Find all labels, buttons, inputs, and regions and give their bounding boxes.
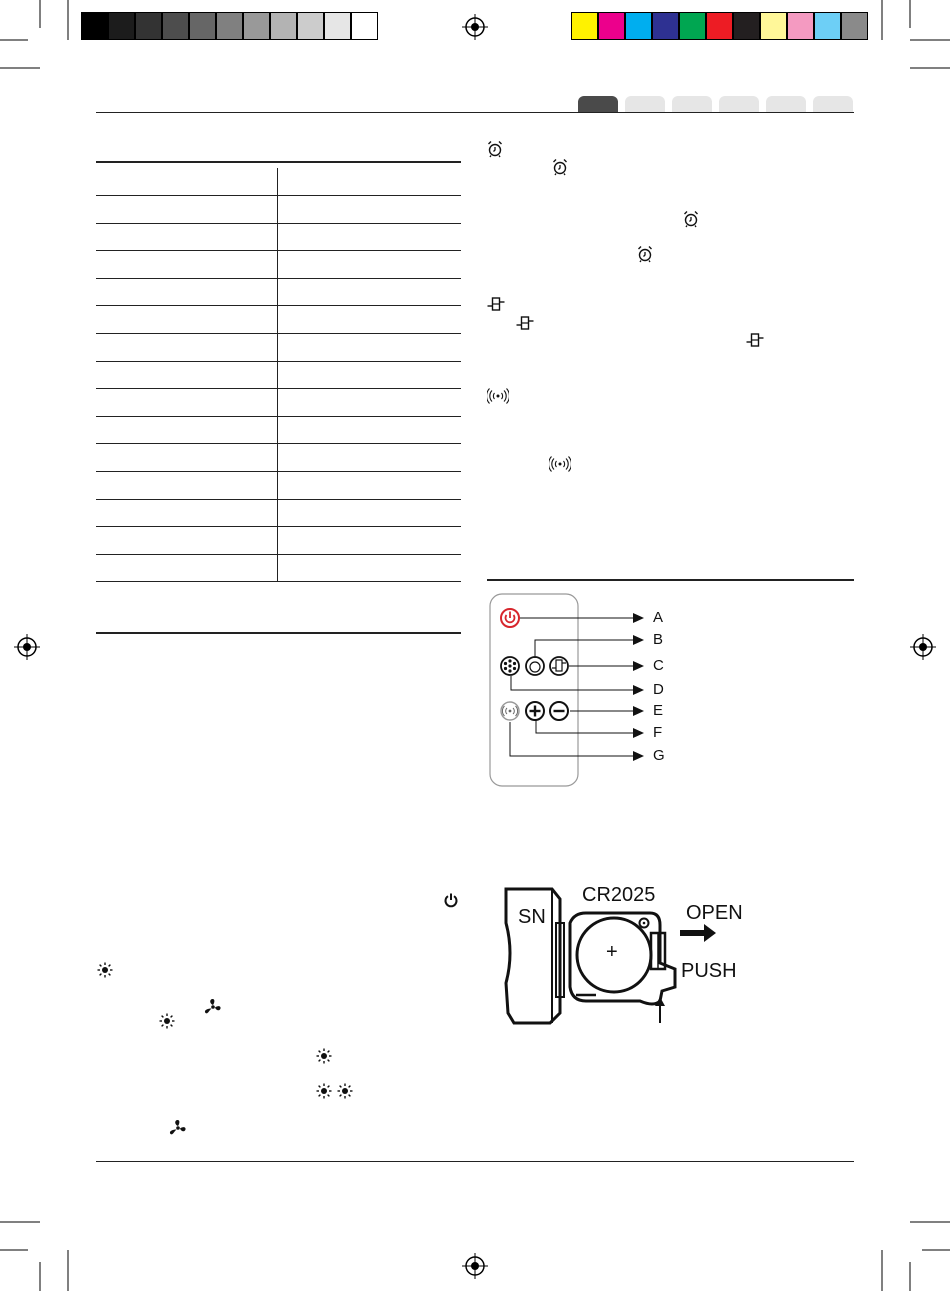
table-cell xyxy=(278,361,462,389)
table-row xyxy=(96,306,461,334)
heat-icon xyxy=(316,1048,332,1064)
language-tab[interactable] xyxy=(813,96,853,112)
remote-wireless-button xyxy=(501,702,519,720)
language-tab[interactable] xyxy=(625,96,665,112)
table-row xyxy=(96,251,461,279)
remote-callout-label: E xyxy=(653,702,664,719)
language-tab[interactable] xyxy=(578,96,618,112)
table-row xyxy=(96,527,461,555)
table-row xyxy=(96,223,461,251)
heat-icon xyxy=(316,1083,332,1099)
table-row xyxy=(96,471,461,499)
oscillation-icon xyxy=(487,296,505,312)
open-arrow-icon xyxy=(680,924,716,942)
heat-icon xyxy=(159,1013,175,1029)
table-cell xyxy=(96,361,278,389)
table-cell xyxy=(96,554,278,582)
push-label: PUSH xyxy=(681,960,737,982)
table-row xyxy=(96,416,461,444)
language-tab[interactable] xyxy=(672,96,712,112)
table-cell xyxy=(278,306,462,334)
table-cell xyxy=(278,333,462,361)
section-rule xyxy=(96,632,461,634)
table-row xyxy=(96,333,461,361)
table-cell xyxy=(278,416,462,444)
remote-mode-button xyxy=(501,657,519,675)
remote-callout-label: G xyxy=(653,747,665,764)
table-row xyxy=(96,554,461,582)
footer-rule xyxy=(96,1161,854,1162)
table-cell xyxy=(278,278,462,306)
table-row xyxy=(96,499,461,527)
spec-table xyxy=(96,168,461,582)
table-row xyxy=(96,444,461,472)
sn-label: SN xyxy=(518,906,546,928)
timer-icon xyxy=(637,245,653,263)
header-rule xyxy=(96,112,854,113)
table-cell xyxy=(278,499,462,527)
remote-callout-label: D xyxy=(653,681,664,698)
timer-icon xyxy=(552,158,568,176)
remote-power-button xyxy=(501,609,519,627)
spec-table-top-rule xyxy=(96,161,461,163)
table-cell xyxy=(96,251,278,279)
table-cell xyxy=(96,499,278,527)
table-cell xyxy=(278,471,462,499)
remote-callout-label: A xyxy=(653,609,664,626)
table-cell xyxy=(278,527,462,555)
remote-plus-button xyxy=(526,702,544,720)
polarity-label: + xyxy=(606,941,618,963)
table-cell xyxy=(278,251,462,279)
registration-target-icon xyxy=(462,1253,488,1279)
table-row xyxy=(96,278,461,306)
registration-target-icon xyxy=(462,14,488,40)
table-cell xyxy=(278,223,462,251)
table-cell xyxy=(96,168,278,196)
language-tab[interactable] xyxy=(766,96,806,112)
remote-oscillation-button xyxy=(550,657,568,675)
table-cell xyxy=(278,554,462,582)
language-tab[interactable] xyxy=(719,96,759,112)
wireless-signal-icon xyxy=(487,388,509,404)
table-row xyxy=(96,168,461,196)
remote-callout-label: F xyxy=(653,724,663,741)
table-cell xyxy=(96,333,278,361)
heat-icon xyxy=(337,1083,353,1099)
registration-target-icon xyxy=(910,634,936,660)
table-cell xyxy=(278,196,462,224)
power-icon xyxy=(443,892,459,908)
table-row xyxy=(96,361,461,389)
oscillation-icon xyxy=(516,315,534,331)
table-cell xyxy=(96,416,278,444)
timer-icon xyxy=(683,210,699,228)
table-cell xyxy=(96,306,278,334)
fan-icon xyxy=(169,1119,187,1137)
table-cell xyxy=(96,223,278,251)
table-cell xyxy=(96,196,278,224)
table-cell xyxy=(96,471,278,499)
open-label: OPEN xyxy=(686,902,743,924)
table-cell xyxy=(96,278,278,306)
table-cell xyxy=(96,444,278,472)
timer-icon xyxy=(487,140,503,158)
push-arrow-icon xyxy=(655,997,665,1006)
remote-timer-button xyxy=(526,657,544,675)
table-row xyxy=(96,196,461,224)
table-cell xyxy=(278,168,462,196)
section-rule xyxy=(487,579,854,581)
remote-callout-label: C xyxy=(653,657,664,674)
table-row xyxy=(96,389,461,417)
wireless-signal-icon xyxy=(549,456,571,472)
remote-callout-label: B xyxy=(653,631,664,648)
table-cell xyxy=(96,527,278,555)
heat-icon xyxy=(97,962,113,978)
remote-minus-button xyxy=(550,702,568,720)
table-cell xyxy=(278,389,462,417)
table-cell xyxy=(278,444,462,472)
fan-icon xyxy=(204,998,222,1016)
oscillation-icon xyxy=(746,332,764,348)
battery-type-label: CR2025 xyxy=(582,884,656,906)
table-cell xyxy=(96,389,278,417)
registration-target-icon xyxy=(14,634,40,660)
